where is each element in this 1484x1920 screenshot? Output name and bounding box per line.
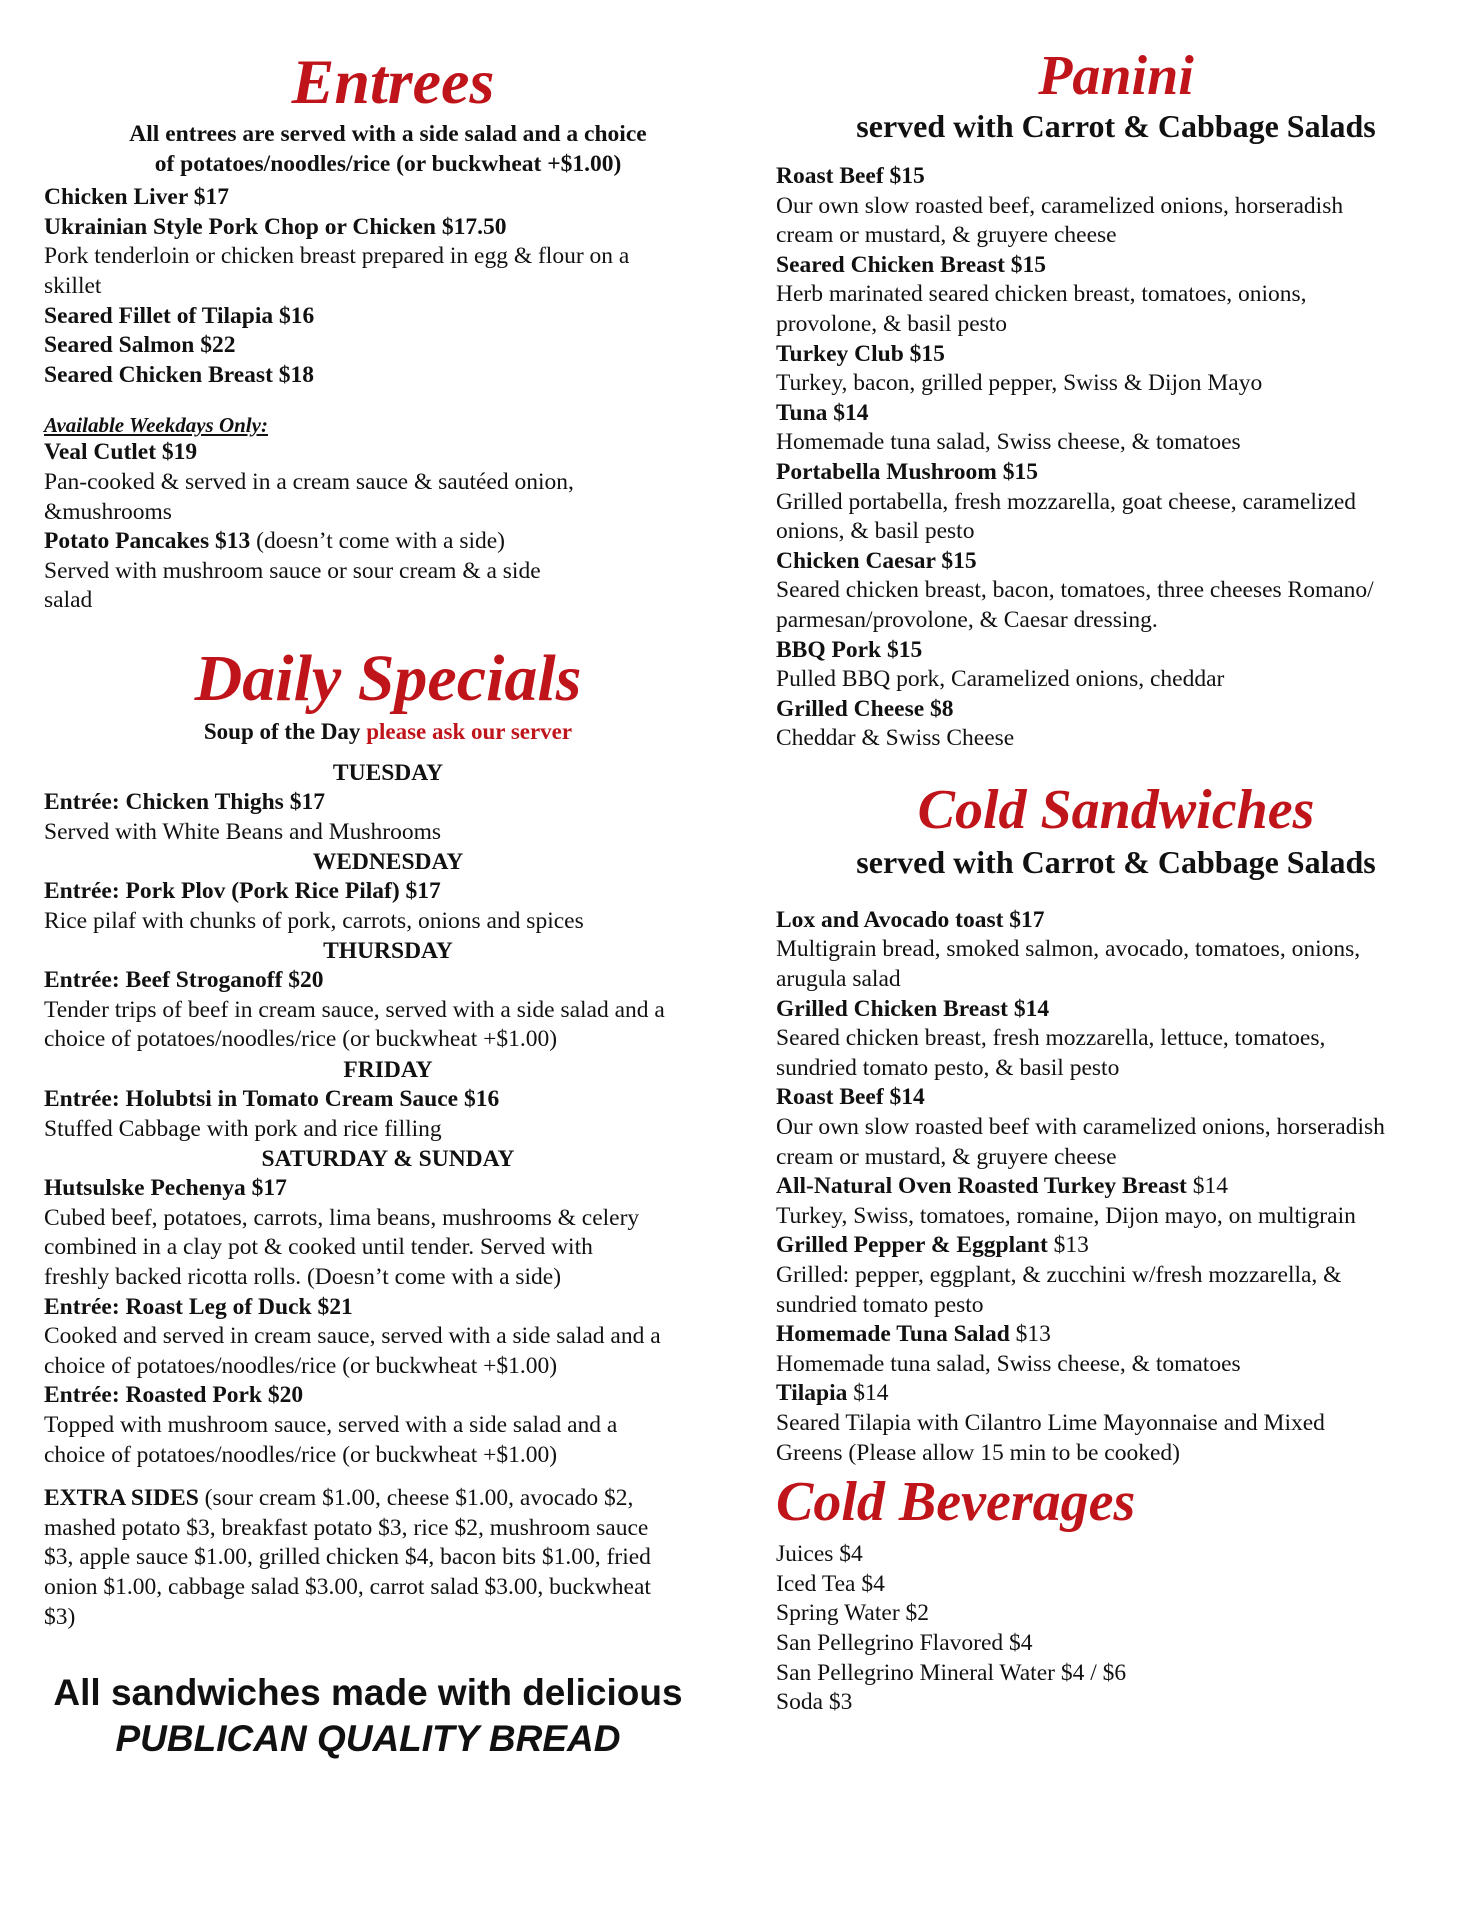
cold-beverages-heading: Cold Beverages [776, 1471, 1136, 1534]
item-description: freshly backed ricotta rolls. (Doesn’t come with a side) [44, 1264, 562, 1291]
menu-item-pork-chop: Ukrainian Style Pork Chop or Chicken $17.50 [44, 213, 507, 240]
item-price: $14 [853, 1380, 889, 1407]
menu-item-duck: Entrée: Roast Leg of Duck $21 [44, 1293, 353, 1320]
item-description: provolone, & basil pesto [776, 310, 1008, 337]
menu-item-grilled-cheese: Grilled Cheese $8 [776, 695, 954, 722]
item-price: $14 [1192, 1173, 1228, 1200]
item-description: Our own slow roasted beef, caramelized onions, horseradish [776, 192, 1344, 219]
menu-item-turkey-club: Turkey Club $15 [776, 340, 945, 367]
soup-label: Soup of the Day [203, 718, 367, 744]
item-description: Grilled portabella, fresh mozzarella, goat cheese, caramelized [776, 488, 1357, 515]
item-description: cream or mustard, & gruyere cheese [776, 222, 1117, 249]
item-description: Stuffed Cabbage with pork and rice filling [44, 1115, 442, 1142]
menu-item-tilapia-sandwich [776, 1379, 1456, 1409]
entrees-note-line1: All entrees are served with a side salad and a choice [129, 121, 647, 147]
menu-item-grilled-chicken: Grilled Chicken Breast $14 [776, 995, 1050, 1022]
item-note: (doesn’t come with a side) [250, 528, 506, 555]
item-description: onions, & basil pesto [776, 518, 975, 545]
menu-item-chicken-breast: Seared Chicken Breast $18 [44, 361, 315, 388]
entrees-heading: Entrees [291, 46, 495, 117]
soup-note: please ask our server [366, 718, 573, 744]
menu-item-tilapia: Seared Fillet of Tilapia $16 [44, 302, 315, 329]
menu-item-chicken-caesar: Chicken Caesar $15 [776, 547, 977, 574]
item-description: Pan-cooked & served in a cream sauce & sautéed onion, [44, 468, 574, 495]
menu-item-turkey-breast [776, 1172, 1456, 1202]
menu-item-tuna: Tuna $14 [776, 399, 869, 426]
item-description: Tender trips of beef in cream sauce, served with a side salad and a [44, 996, 665, 1023]
item-description: Seared chicken breast, fresh mozzarella, lettuce, tomatoes, [776, 1025, 1326, 1052]
panini-list [776, 162, 1456, 754]
weekdays-label: Available Weekdays Only: [44, 413, 268, 438]
menu-item-holubtsi: Entrée: Holubtsi in Tomato Cream Sauce $16 [44, 1086, 500, 1113]
beverages-list [776, 1540, 1456, 1718]
item-description: Cubed beef, potatoes, carrots, lima beans, mushrooms & celery [44, 1204, 640, 1231]
day-wednesday: WEDNESDAY [312, 849, 464, 876]
menu-item-seared-chicken: Seared Chicken Breast $15 [776, 251, 1047, 278]
daily-specials-heading: Daily Specials [194, 641, 582, 715]
item-description: Served with mushroom sauce or sour cream & a side [44, 557, 541, 584]
beverage-item: San Pellegrino Mineral Water $4 / $6 [776, 1659, 1127, 1686]
weekdays-section [44, 412, 732, 616]
entrees-list [44, 183, 732, 390]
item-name: Homemade Tuna Salad [776, 1321, 1016, 1348]
soup-of-the-day [44, 718, 732, 746]
beverage-item: Iced Tea $4 [776, 1570, 885, 1597]
extra-sides-text: $3) [44, 1603, 76, 1630]
item-description: sundried tomato pesto [776, 1291, 984, 1318]
extra-sides-text: onion $1.00, cabbage salad $3.00, carrot salad $3.00, buckwheat [44, 1573, 651, 1600]
cold-sandwiches-heading: Cold Sandwiches [917, 778, 1315, 841]
item-description: choice of potatoes/noodles/rice (or buckwheat +$1.00) [44, 1441, 558, 1468]
day-friday: FRIDAY [343, 1057, 433, 1084]
item-name: Grilled Pepper & Eggplant [776, 1232, 1054, 1259]
panini-heading: Panini [1038, 45, 1194, 107]
menu-item-lox-avocado: Lox and Avocado toast $17 [776, 906, 1045, 933]
item-description: Homemade tuna salad, Swiss cheese, & tomatoes [776, 429, 1241, 456]
specials-list [44, 758, 732, 1470]
menu-item-potato-pancakes [44, 527, 732, 557]
day-thursday: THURSDAY [323, 938, 453, 965]
extra-sides [44, 1484, 732, 1632]
menu-item-chicken-thighs: Entrée: Chicken Thighs $17 [44, 788, 325, 815]
item-description: Seared chicken breast, bacon, tomatoes, three cheeses Romano/ [776, 577, 1374, 604]
cold-sandwiches-list [776, 906, 1456, 1468]
item-name: Tilapia [776, 1380, 854, 1407]
day-weekend: SATURDAY & SUNDAY [261, 1146, 515, 1173]
bread-footer [44, 1670, 732, 1762]
left-column [44, 0, 732, 1762]
day-tuesday: TUESDAY [332, 759, 444, 786]
menu-item-beef-stroganoff: Entrée: Beef Stroganoff $20 [44, 967, 324, 994]
menu-item-roast-beef: Roast Beef $15 [776, 163, 925, 189]
extra-sides-text: mashed potato $3, breakfast potato $3, rice $2, mushroom sauce [44, 1514, 649, 1541]
item-description: Multigrain bread, smoked salmon, avocado, tomatoes, onions, [776, 936, 1361, 963]
item-description: Seared Tilapia with Cilantro Lime Mayonnaise and Mixed [776, 1409, 1325, 1436]
item-description: Pulled BBQ pork, Caramelized onions, cheddar [776, 666, 1225, 693]
item-price: $13 [1015, 1321, 1051, 1348]
item-description: &mushrooms [44, 498, 172, 525]
item-description: combined in a clay pot & cooked until tender. Served with [44, 1234, 593, 1261]
item-description: Greens (Please allow 15 min to be cooked) [776, 1439, 1180, 1466]
item-description: salad [44, 587, 93, 614]
extra-sides-label: EXTRA SIDES [44, 1485, 199, 1512]
beverage-item: Spring Water $2 [776, 1600, 930, 1627]
footer-line1: All sandwiches made with delicious [53, 1672, 683, 1714]
item-description: parmesan/provolone, & Caesar dressing. [776, 606, 1158, 633]
item-description: Pork tenderloin or chicken breast prepared in egg & flour on a [44, 243, 630, 270]
item-description: Served with White Beans and Mushrooms [44, 818, 442, 845]
right-column [776, 0, 1456, 1718]
item-description: sundried tomato pesto, & basil pesto [776, 1054, 1120, 1081]
beverage-item: Soda $3 [776, 1689, 853, 1716]
menu-item-roasted-pork: Entrée: Roasted Pork $20 [44, 1382, 304, 1409]
item-description: skillet [44, 272, 102, 299]
menu-item-pepper-eggplant [776, 1231, 1456, 1261]
footer-line2: PUBLICAN QUALITY BREAD [115, 1718, 621, 1760]
beverage-item: San Pellegrino Flavored $4 [776, 1629, 1033, 1656]
item-description: Cheddar & Swiss Cheese [776, 725, 1015, 752]
item-name: Potato Pancakes $13 [44, 528, 251, 555]
menu-item-hutsulske: Hutsulske Pechenya $17 [44, 1175, 287, 1202]
menu-item-pork-plov: Entrée: Pork Plov (Pork Rice Pilaf) $17 [44, 878, 441, 905]
entrees-note [44, 120, 732, 179]
menu-item-roast-beef-cold: Roast Beef $14 [776, 1084, 925, 1111]
item-description: cream or mustard, & gruyere cheese [776, 1143, 1117, 1170]
item-description: Herb marinated seared chicken breast, tomatoes, onions, [776, 281, 1307, 308]
entrees-note-line2: of potatoes/noodles/rice (or buckwheat +$1.00) [154, 150, 622, 177]
item-description: Homemade tuna salad, Swiss cheese, & tomatoes [776, 1350, 1241, 1377]
item-price: $13 [1053, 1232, 1089, 1259]
item-description: choice of potatoes/noodles/rice (or buckwheat +$1.00) [44, 1352, 558, 1379]
item-description: arugula salad [776, 966, 901, 993]
menu-item-tuna-salad [776, 1320, 1456, 1350]
extra-sides-text: (sour cream $1.00, cheese $1.00, avocado $2, [198, 1485, 634, 1512]
menu-item-portabella: Portabella Mushroom $15 [776, 458, 1038, 485]
menu-item-chicken-liver: Chicken Liver $17 [44, 184, 229, 211]
menu-item-salmon: Seared Salmon $22 [44, 332, 236, 359]
item-name: All-Natural Oven Roasted Turkey Breast [776, 1173, 1193, 1200]
panini-subtitle: served with Carrot & Cabbage Salads [856, 108, 1376, 144]
item-description: choice of potatoes/noodles/rice (or buckwheat +$1.00) [44, 1026, 558, 1053]
item-description: Grilled: pepper, eggplant, & zucchini w/fresh mozzarella, & [776, 1262, 1342, 1288]
item-description: Turkey, Swiss, tomatoes, romaine, Dijon mayo, on multigrain [776, 1202, 1356, 1229]
item-description: Turkey, bacon, grilled pepper, Swiss & Dijon Mayo [776, 370, 1263, 397]
item-description: Topped with mushroom sauce, served with a side salad and a [44, 1412, 618, 1438]
extra-sides-text: $3, apple sauce $1.00, grilled chicken $4, bacon bits $1.00, fried [44, 1544, 651, 1571]
menu-item-veal-cutlet: Veal Cutlet $19 [44, 439, 198, 466]
item-description: Our own slow roasted beef with caramelized onions, horseradish [776, 1114, 1385, 1141]
cold-sandwiches-subtitle: served with Carrot & Cabbage Salads [856, 843, 1376, 880]
menu-item-bbq-pork: BBQ Pork $15 [776, 636, 923, 663]
item-description: Cooked and served in cream sauce, served with a side salad and a [44, 1323, 661, 1350]
beverage-item: Juices $4 [776, 1541, 863, 1568]
item-description: Rice pilaf with chunks of pork, carrots, onions and spices [44, 907, 584, 934]
